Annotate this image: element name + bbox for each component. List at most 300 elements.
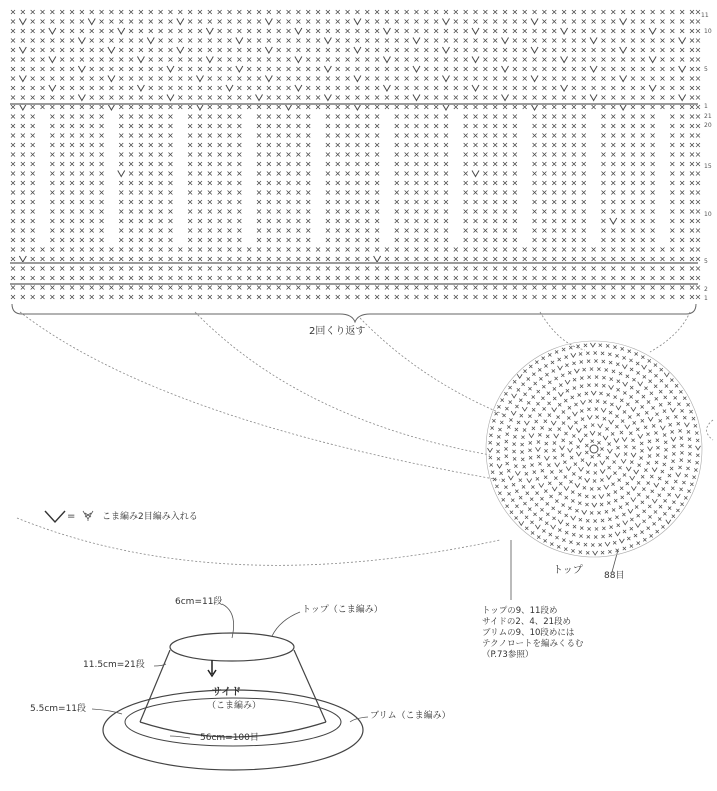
- single-crochet-symbol: [346, 48, 350, 52]
- single-crochet-symbol: [247, 86, 251, 90]
- single-crochet-symbol: [188, 29, 192, 33]
- single-crochet-symbol: [651, 200, 655, 204]
- single-crochet-symbol: [90, 162, 94, 166]
- increase-stitch-symbol: [590, 66, 597, 72]
- single-crochet-symbol: [139, 67, 143, 71]
- increase-stitch-symbol: [578, 438, 583, 442]
- single-crochet-symbol: [586, 471, 589, 474]
- single-crochet-symbol: [405, 86, 409, 90]
- single-crochet-symbol: [296, 77, 300, 81]
- single-crochet-symbol: [227, 295, 231, 299]
- single-crochet-symbol: [237, 181, 241, 185]
- single-crochet-symbol: [159, 276, 163, 280]
- single-crochet-symbol: [316, 248, 320, 252]
- increase-stitch-symbol: [606, 475, 611, 479]
- single-crochet-symbol: [643, 510, 646, 513]
- single-crochet-symbol: [208, 96, 212, 100]
- single-crochet-symbol: [296, 115, 300, 119]
- single-crochet-symbol: [483, 219, 487, 223]
- single-crochet-symbol: [159, 238, 163, 242]
- single-crochet-symbol: [553, 397, 556, 400]
- single-crochet-symbol: [493, 295, 497, 299]
- single-crochet-symbol: [129, 86, 133, 90]
- single-crochet-symbol: [562, 200, 566, 204]
- top-circle-label: トップ: [553, 565, 583, 576]
- single-crochet-symbol: [616, 446, 619, 449]
- single-crochet-symbol: [572, 162, 576, 166]
- single-crochet-symbol: [542, 143, 546, 147]
- single-crochet-symbol: [149, 58, 153, 62]
- single-crochet-symbol: [576, 345, 579, 348]
- single-crochet-symbol: [119, 276, 123, 280]
- single-crochet-symbol: [532, 395, 535, 398]
- single-crochet-symbol: [660, 48, 664, 52]
- single-crochet-symbol: [668, 402, 671, 405]
- single-crochet-symbol: [533, 134, 537, 138]
- increase-stitch-symbol: [572, 412, 577, 416]
- single-crochet-symbol: [444, 10, 448, 14]
- single-crochet-symbol: [109, 39, 113, 43]
- single-crochet-symbol: [80, 229, 84, 233]
- single-crochet-symbol: [464, 257, 468, 261]
- row-end-symbol: [696, 10, 700, 14]
- single-crochet-symbol: [548, 414, 551, 417]
- single-crochet-symbol: [336, 153, 340, 157]
- single-crochet-symbol: [90, 238, 94, 242]
- single-crochet-symbol: [670, 210, 674, 214]
- single-crochet-symbol: [542, 39, 546, 43]
- single-crochet-symbol: [267, 115, 271, 119]
- single-crochet-symbol: [414, 143, 418, 147]
- single-crochet-symbol: [119, 10, 123, 14]
- single-crochet-symbol: [521, 443, 524, 446]
- single-crochet-symbol: [287, 210, 291, 214]
- single-crochet-symbol: [50, 181, 54, 185]
- single-crochet-symbol: [346, 295, 350, 299]
- single-crochet-symbol: [591, 543, 594, 546]
- single-crochet-symbol: [267, 58, 271, 62]
- single-crochet-symbol: [648, 515, 651, 518]
- single-crochet-symbol: [562, 96, 566, 100]
- single-crochet-symbol: [586, 551, 589, 554]
- single-crochet-symbol: [611, 77, 615, 81]
- single-crochet-symbol: [336, 20, 340, 24]
- single-crochet-symbol: [139, 77, 143, 81]
- single-crochet-symbol: [11, 39, 15, 43]
- single-crochet-symbol: [670, 134, 674, 138]
- single-crochet-symbol: [414, 181, 418, 185]
- single-crochet-symbol: [218, 257, 222, 261]
- single-crochet-symbol: [257, 29, 261, 33]
- increase-stitch-symbol: [137, 57, 144, 63]
- increase-stitch-symbol: [638, 434, 643, 438]
- single-crochet-symbol: [640, 442, 643, 445]
- single-crochet-symbol: [464, 238, 468, 242]
- single-crochet-symbol: [580, 376, 583, 379]
- single-crochet-symbol: [687, 403, 690, 406]
- single-crochet-symbol: [139, 248, 143, 252]
- single-crochet-symbol: [218, 29, 222, 33]
- single-crochet-symbol: [596, 400, 599, 403]
- single-crochet-symbol: [658, 477, 661, 480]
- single-crochet-symbol: [501, 399, 504, 402]
- single-crochet-symbol: [649, 370, 652, 373]
- single-crochet-symbol: [612, 370, 615, 373]
- single-crochet-symbol: [546, 502, 549, 505]
- single-crochet-symbol: [573, 378, 576, 381]
- single-crochet-symbol: [507, 425, 510, 428]
- single-crochet-symbol: [129, 67, 133, 71]
- single-crochet-symbol: [562, 181, 566, 185]
- single-crochet-symbol: [474, 48, 478, 52]
- single-crochet-symbol: [513, 115, 517, 119]
- single-crochet-symbol: [592, 257, 596, 261]
- single-crochet-symbol: [60, 67, 64, 71]
- single-crochet-symbol: [355, 238, 359, 242]
- single-crochet-symbol: [495, 485, 498, 488]
- row-end-symbol: [696, 200, 700, 204]
- single-crochet-symbol: [287, 191, 291, 195]
- single-crochet-symbol: [538, 462, 541, 465]
- single-crochet-symbol: [692, 476, 695, 479]
- single-crochet-symbol: [503, 124, 507, 128]
- single-crochet-symbol: [582, 238, 586, 242]
- single-crochet-symbol: [306, 29, 310, 33]
- single-crochet-symbol: [611, 67, 615, 71]
- single-crochet-symbol: [497, 435, 500, 438]
- single-crochet-symbol: [80, 115, 84, 119]
- increase-stitch-symbol: [413, 38, 420, 44]
- single-crochet-symbol: [552, 200, 556, 204]
- single-crochet-symbol: [326, 48, 330, 52]
- single-crochet-symbol: [520, 450, 523, 453]
- single-crochet-symbol: [129, 143, 133, 147]
- increase-stitch-symbol: [590, 95, 597, 101]
- single-crochet-symbol: [618, 478, 621, 481]
- single-crochet-symbol: [119, 96, 123, 100]
- single-crochet-symbol: [573, 525, 576, 528]
- single-crochet-symbol: [90, 286, 94, 290]
- single-crochet-symbol: [31, 77, 35, 81]
- single-crochet-symbol: [168, 286, 172, 290]
- single-crochet-symbol: [247, 295, 251, 299]
- single-crochet-symbol: [562, 229, 566, 233]
- single-crochet-symbol: [611, 432, 614, 435]
- single-crochet-symbol: [621, 29, 625, 33]
- single-crochet-symbol: [533, 229, 537, 233]
- single-crochet-symbol: [602, 360, 605, 363]
- single-crochet-symbol: [552, 369, 555, 372]
- single-crochet-symbol: [584, 543, 587, 546]
- single-crochet-symbol: [346, 229, 350, 233]
- single-crochet-symbol: [690, 219, 694, 223]
- single-crochet-symbol: [651, 219, 655, 223]
- single-crochet-symbol: [594, 471, 597, 474]
- single-crochet-symbol: [444, 286, 448, 290]
- single-crochet-symbol: [50, 134, 54, 138]
- single-crochet-symbol: [424, 267, 428, 271]
- single-crochet-symbol: [582, 29, 586, 33]
- single-crochet-symbol: [552, 143, 556, 147]
- increase-stitch-symbol: [472, 85, 479, 91]
- single-crochet-symbol: [316, 29, 320, 33]
- single-crochet-symbol: [454, 276, 458, 280]
- single-crochet-symbol: [306, 48, 310, 52]
- single-crochet-symbol: [227, 124, 231, 128]
- single-crochet-symbol: [574, 403, 577, 406]
- single-crochet-symbol: [168, 210, 172, 214]
- single-crochet-symbol: [630, 386, 633, 389]
- single-crochet-symbol: [621, 115, 625, 119]
- single-crochet-symbol: [631, 267, 635, 271]
- single-crochet-symbol: [646, 495, 649, 498]
- single-crochet-symbol: [365, 67, 369, 71]
- single-crochet-symbol: [159, 58, 163, 62]
- single-crochet-symbol: [375, 210, 379, 214]
- single-crochet-symbol: [680, 115, 684, 119]
- single-crochet-symbol: [188, 248, 192, 252]
- single-crochet-symbol: [659, 419, 662, 422]
- single-crochet-symbol: [474, 134, 478, 138]
- single-crochet-symbol: [90, 48, 94, 52]
- single-crochet-symbol: [690, 248, 694, 252]
- single-crochet-symbol: [237, 210, 241, 214]
- single-crochet-symbol: [474, 257, 478, 261]
- single-crochet-symbol: [631, 48, 635, 52]
- single-crochet-symbol: [336, 96, 340, 100]
- single-crochet-symbol: [257, 267, 261, 271]
- single-crochet-symbol: [405, 143, 409, 147]
- single-crochet-symbol: [674, 396, 677, 399]
- single-crochet-symbol: [11, 86, 15, 90]
- single-crochet-symbol: [385, 77, 389, 81]
- single-crochet-symbol: [523, 67, 527, 71]
- single-crochet-symbol: [690, 295, 694, 299]
- single-crochet-symbol: [424, 229, 428, 233]
- single-crochet-symbol: [306, 115, 310, 119]
- single-crochet-symbol: [483, 86, 487, 90]
- single-crochet-symbol: [601, 229, 605, 233]
- single-crochet-symbol: [336, 67, 340, 71]
- single-crochet-symbol: [661, 470, 664, 473]
- single-crochet-symbol: [70, 143, 74, 147]
- single-crochet-symbol: [631, 191, 635, 195]
- single-crochet-symbol: [690, 67, 694, 71]
- single-crochet-symbol: [375, 58, 379, 62]
- single-crochet-symbol: [542, 529, 545, 532]
- single-crochet-symbol: [538, 413, 541, 416]
- single-crochet-symbol: [237, 105, 241, 109]
- single-crochet-symbol: [493, 143, 497, 147]
- single-crochet-symbol: [562, 219, 566, 223]
- single-crochet-symbol: [572, 286, 576, 290]
- single-crochet-symbol: [277, 267, 281, 271]
- single-crochet-symbol: [119, 286, 123, 290]
- single-crochet-symbol: [405, 124, 409, 128]
- single-crochet-symbol: [513, 86, 517, 90]
- single-crochet-symbol: [178, 105, 182, 109]
- single-crochet-symbol: [434, 58, 438, 62]
- single-crochet-symbol: [680, 229, 684, 233]
- single-crochet-symbol: [11, 200, 15, 204]
- single-crochet-symbol: [544, 420, 547, 423]
- single-crochet-symbol: [523, 502, 526, 505]
- single-crochet-symbol: [90, 115, 94, 119]
- single-crochet-symbol: [552, 238, 556, 242]
- single-crochet-symbol: [11, 10, 15, 14]
- single-crochet-symbol: [680, 219, 684, 223]
- single-crochet-symbol: [287, 200, 291, 204]
- single-crochet-symbol: [70, 295, 74, 299]
- note-line: テクノロートを編みくるむ: [482, 639, 584, 649]
- single-crochet-symbol: [208, 48, 212, 52]
- row-number: 1: [704, 103, 708, 110]
- single-crochet-symbol: [385, 295, 389, 299]
- single-crochet-symbol: [651, 20, 655, 24]
- single-crochet-symbol: [237, 10, 241, 14]
- single-crochet-symbol: [60, 181, 64, 185]
- single-crochet-symbol: [306, 172, 310, 176]
- single-crochet-symbol: [100, 134, 104, 138]
- single-crochet-symbol: [208, 134, 212, 138]
- increase-stitch-symbol: [524, 421, 529, 425]
- single-crochet-symbol: [474, 210, 478, 214]
- single-crochet-symbol: [579, 518, 582, 521]
- single-crochet-symbol: [611, 58, 615, 62]
- single-crochet-symbol: [542, 124, 546, 128]
- single-crochet-symbol: [503, 191, 507, 195]
- single-crochet-symbol: [405, 267, 409, 271]
- single-crochet-symbol: [670, 276, 674, 280]
- single-crochet-symbol: [41, 105, 45, 109]
- single-crochet-symbol: [395, 295, 399, 299]
- single-crochet-symbol: [365, 96, 369, 100]
- single-crochet-symbol: [296, 191, 300, 195]
- single-crochet-symbol: [336, 29, 340, 33]
- single-crochet-symbol: [424, 162, 428, 166]
- single-crochet-symbol: [424, 77, 428, 81]
- single-crochet-symbol: [620, 399, 623, 402]
- single-crochet-symbol: [316, 48, 320, 52]
- single-crochet-symbol: [21, 248, 25, 252]
- single-crochet-symbol: [582, 276, 586, 280]
- single-crochet-symbol: [660, 276, 664, 280]
- single-crochet-symbol: [139, 219, 143, 223]
- single-crochet-symbol: [552, 210, 556, 214]
- single-crochet-symbol: [502, 414, 505, 417]
- single-crochet-symbol: [690, 172, 694, 176]
- single-crochet-symbol: [247, 20, 251, 24]
- single-crochet-symbol: [572, 20, 576, 24]
- single-crochet-symbol: [218, 191, 222, 195]
- single-crochet-symbol: [687, 430, 690, 433]
- single-crochet-symbol: [80, 48, 84, 52]
- single-crochet-symbol: [611, 286, 615, 290]
- single-crochet-symbol: [493, 248, 497, 252]
- single-crochet-symbol: [159, 191, 163, 195]
- increase-stitch-symbol: [118, 171, 125, 177]
- single-crochet-symbol: [405, 229, 409, 233]
- single-crochet-symbol: [11, 286, 15, 290]
- single-crochet-symbol: [644, 387, 647, 390]
- single-crochet-symbol: [424, 181, 428, 185]
- single-crochet-symbol: [60, 219, 64, 223]
- single-crochet-symbol: [257, 86, 261, 90]
- single-crochet-symbol: [690, 162, 694, 166]
- single-crochet-symbol: [641, 115, 645, 119]
- increase-stitch-symbol: [616, 406, 621, 410]
- single-crochet-symbol: [21, 86, 25, 90]
- single-crochet-symbol: [21, 143, 25, 147]
- single-crochet-symbol: [601, 143, 605, 147]
- single-crochet-symbol: [355, 39, 359, 43]
- single-crochet-symbol: [513, 248, 517, 252]
- single-crochet-symbol: [296, 181, 300, 185]
- single-crochet-symbol: [168, 162, 172, 166]
- single-crochet-symbol: [434, 96, 438, 100]
- single-crochet-symbol: [119, 86, 123, 90]
- single-crochet-symbol: [670, 86, 674, 90]
- single-crochet-symbol: [503, 58, 507, 62]
- single-crochet-symbol: [562, 348, 565, 351]
- single-crochet-symbol: [21, 39, 25, 43]
- single-crochet-symbol: [544, 476, 547, 479]
- single-crochet-symbol: [129, 219, 133, 223]
- single-crochet-symbol: [562, 48, 566, 52]
- single-crochet-symbol: [572, 248, 576, 252]
- single-crochet-symbol: [690, 483, 693, 486]
- single-crochet-symbol: [513, 162, 517, 166]
- single-crochet-symbol: [653, 522, 656, 525]
- single-crochet-symbol: [100, 162, 104, 166]
- single-crochet-symbol: [594, 519, 597, 522]
- single-crochet-symbol: [601, 162, 605, 166]
- single-crochet-symbol: [616, 363, 619, 366]
- single-crochet-symbol: [188, 67, 192, 71]
- single-crochet-symbol: [218, 172, 222, 176]
- single-crochet-symbol: [549, 428, 552, 431]
- single-crochet-symbol: [434, 295, 438, 299]
- single-crochet-symbol: [444, 162, 448, 166]
- single-crochet-symbol: [41, 257, 45, 261]
- single-crochet-symbol: [552, 295, 556, 299]
- single-crochet-symbol: [70, 267, 74, 271]
- increase-stitch-symbol: [660, 426, 665, 430]
- single-crochet-symbol: [582, 96, 586, 100]
- single-crochet-symbol: [247, 58, 251, 62]
- increase-stitch-symbol: [413, 95, 420, 101]
- single-crochet-symbol: [178, 77, 182, 81]
- single-crochet-symbol: [670, 48, 674, 52]
- single-crochet-symbol: [188, 286, 192, 290]
- single-crochet-symbol: [650, 475, 653, 478]
- increase-stitch-symbol: [600, 461, 605, 465]
- row-end-symbol: [696, 162, 700, 166]
- single-crochet-symbol: [601, 115, 605, 119]
- single-crochet-symbol: [617, 380, 620, 383]
- increase-stitch-symbol: [695, 446, 700, 450]
- single-crochet-symbol: [621, 153, 625, 157]
- single-crochet-symbol: [680, 48, 684, 52]
- single-crochet-symbol: [506, 462, 509, 465]
- single-crochet-symbol: [277, 229, 281, 233]
- single-crochet-symbol: [414, 295, 418, 299]
- increase-stitch-symbol: [614, 438, 619, 442]
- single-crochet-symbol: [523, 29, 527, 33]
- single-crochet-symbol: [60, 162, 64, 166]
- single-crochet-symbol: [434, 200, 438, 204]
- single-crochet-symbol: [208, 153, 212, 157]
